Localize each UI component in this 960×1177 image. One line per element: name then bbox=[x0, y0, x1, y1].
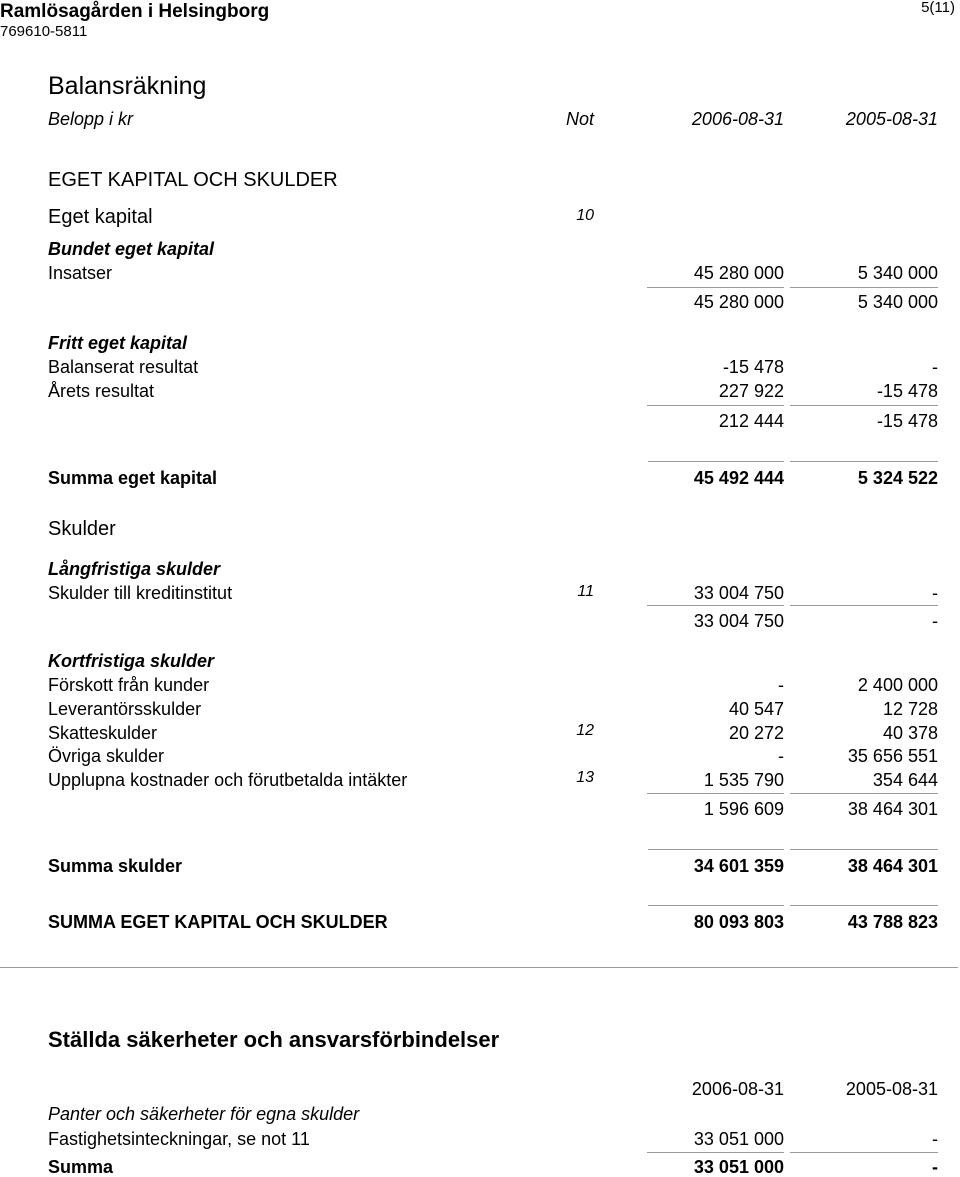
table-row-value-2005: 35 656 551 bbox=[847, 746, 938, 766]
subtotal-rule bbox=[647, 793, 784, 794]
table-row-value-2005: 2 400 000 bbox=[857, 675, 938, 695]
total-rule bbox=[648, 849, 784, 850]
table-row-label: Skulder till kreditinstitut bbox=[48, 583, 233, 603]
table-row-label: Leverantörsskulder bbox=[48, 699, 202, 719]
free-equity-heading: Fritt eget kapital bbox=[48, 333, 188, 353]
free-subtotal-2006: 212 444 bbox=[718, 411, 784, 431]
page-title: Balansräkning bbox=[48, 72, 207, 100]
total-rule bbox=[647, 1152, 784, 1153]
org-number: 769610-5811 bbox=[0, 23, 88, 40]
table-row-label: Insatser bbox=[48, 263, 113, 283]
long-term-subtotal-2006: 33 004 750 bbox=[693, 611, 784, 631]
pledges-heading: Ställda säkerheter och ansvarsförbindelser bbox=[48, 1027, 500, 1052]
subtotal-rule bbox=[647, 605, 784, 606]
year-2005-column-header: 2005-08-31 bbox=[845, 109, 938, 129]
short-term-subtotal-2006: 1 596 609 bbox=[703, 799, 784, 819]
pledges-year-2006-header: 2006-08-31 bbox=[691, 1079, 784, 1099]
note-column-header: Not bbox=[565, 109, 594, 129]
table-row-note: 12 bbox=[576, 722, 594, 739]
equity-note: 10 bbox=[576, 207, 594, 224]
table-row-value-2005: 5 340 000 bbox=[857, 263, 938, 283]
table-row-value-2006: - bbox=[778, 746, 784, 766]
table-row-value-2005: 12 728 bbox=[882, 699, 938, 719]
table-row-value-2006: -15 478 bbox=[722, 357, 784, 377]
total-rule bbox=[790, 1152, 938, 1153]
grand-total-rule bbox=[648, 905, 784, 906]
grand-total-rule bbox=[790, 905, 938, 906]
table-row-value-2005: - bbox=[932, 1129, 938, 1149]
long-term-liabilities-heading: Långfristiga skulder bbox=[48, 559, 221, 579]
page-number: 5(11) bbox=[921, 0, 955, 16]
table-row-value-2006: 40 547 bbox=[728, 699, 784, 719]
table-row-label: Skatteskulder bbox=[48, 723, 158, 743]
short-term-liabilities-heading: Kortfristiga skulder bbox=[48, 651, 215, 671]
table-row-value-2005: - bbox=[932, 583, 938, 603]
table-row-value-2006: 20 272 bbox=[728, 723, 784, 743]
table-row-value-2006: 33 004 750 bbox=[693, 583, 784, 603]
total-rule bbox=[790, 461, 938, 462]
table-row-value-2006: 1 535 790 bbox=[703, 770, 784, 790]
section-divider bbox=[0, 967, 958, 968]
grand-total-2006: 80 093 803 bbox=[693, 912, 784, 932]
restricted-equity-heading: Bundet eget kapital bbox=[48, 239, 215, 259]
subtotal-rule bbox=[790, 287, 938, 288]
grand-total-2005: 43 788 823 bbox=[847, 912, 938, 932]
liabilities-total-2006: 34 601 359 bbox=[693, 856, 784, 876]
restricted-subtotal-2005: 5 340 000 bbox=[857, 292, 938, 312]
long-term-subtotal-2005: - bbox=[932, 611, 938, 631]
section-title: EGET KAPITAL OCH SKULDER bbox=[48, 169, 338, 191]
liabilities-total-label: Summa skulder bbox=[48, 856, 183, 876]
table-row-label: Övriga skulder bbox=[48, 746, 165, 766]
table-row-value-2005: -15 478 bbox=[876, 381, 938, 401]
total-rule bbox=[790, 849, 938, 850]
equity-total-label: Summa eget kapital bbox=[48, 468, 218, 488]
table-row-value-2006: 227 922 bbox=[718, 381, 784, 401]
table-row-label: Förskott från kunder bbox=[48, 675, 210, 695]
subtotal-rule bbox=[790, 405, 938, 406]
table-row-label: Balanserat resultat bbox=[48, 357, 199, 377]
table-row-label: Upplupna kostnader och förutbetalda intäkter bbox=[48, 770, 408, 790]
table-row-label: Fastighetsinteckningar, se not 11 bbox=[48, 1129, 310, 1149]
table-row-value-2005: 354 644 bbox=[872, 770, 938, 790]
pledges-total-label: Summa bbox=[48, 1157, 114, 1177]
subtotal-rule bbox=[790, 605, 938, 606]
table-row-value-2006: 45 280 000 bbox=[693, 263, 784, 283]
free-subtotal-2005: -15 478 bbox=[876, 411, 938, 431]
subtotal-rule bbox=[647, 405, 784, 406]
subtotal-rule bbox=[790, 793, 938, 794]
liabilities-total-2005: 38 464 301 bbox=[847, 856, 938, 876]
liabilities-heading: Skulder bbox=[48, 518, 116, 540]
subtotal-rule bbox=[647, 287, 784, 288]
short-term-subtotal-2005: 38 464 301 bbox=[847, 799, 938, 819]
restricted-subtotal-2006: 45 280 000 bbox=[693, 292, 784, 312]
pledges-year-2005-header: 2005-08-31 bbox=[845, 1079, 938, 1099]
amount-unit-label: Belopp i kr bbox=[48, 109, 134, 129]
equity-heading: Eget kapital bbox=[48, 206, 153, 228]
table-row-note: 11 bbox=[577, 583, 594, 600]
table-row-note: 13 bbox=[576, 769, 594, 786]
table-row-value-2005: - bbox=[932, 357, 938, 377]
table-row-value-2006: 33 051 000 bbox=[693, 1129, 784, 1149]
pledges-subtitle: Panter och säkerheter för egna skulder bbox=[48, 1104, 360, 1124]
total-rule bbox=[648, 461, 784, 462]
table-row-label: Årets resultat bbox=[48, 381, 155, 401]
table-row-value-2006: - bbox=[778, 675, 784, 695]
table-row-value-2005: 40 378 bbox=[882, 723, 938, 743]
pledges-total-2006: 33 051 000 bbox=[693, 1157, 784, 1177]
equity-total-2006: 45 492 444 bbox=[693, 468, 784, 488]
company-name: Ramlösagården i Helsingborg bbox=[0, 1, 270, 22]
equity-total-2005: 5 324 522 bbox=[857, 468, 938, 488]
year-2006-column-header: 2006-08-31 bbox=[691, 109, 784, 129]
grand-total-label: SUMMA EGET KAPITAL OCH SKULDER bbox=[48, 912, 388, 932]
pledges-total-2005: - bbox=[932, 1157, 938, 1177]
